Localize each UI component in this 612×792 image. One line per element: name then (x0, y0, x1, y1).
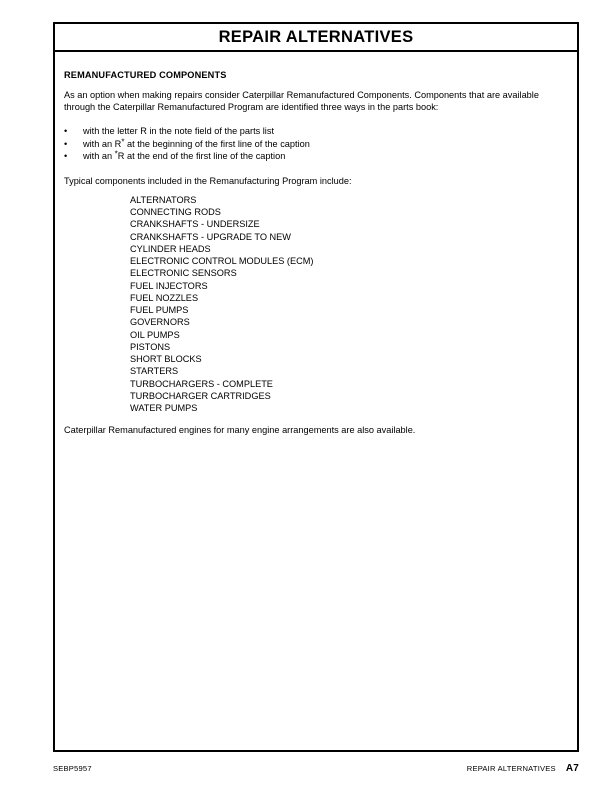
list-item: ELECTRONIC CONTROL MODULES (ECM) (130, 256, 314, 267)
bullet-text-pre: with an (83, 151, 115, 162)
bullet-text-pre: with an R (83, 138, 122, 149)
list-item (64, 150, 572, 162)
list-item: CRANKSHAFTS - UNDERSIZE (130, 219, 260, 230)
list-item (64, 138, 572, 150)
page-content (64, 70, 572, 437)
list-item: ALTERNATORS (130, 194, 197, 205)
identification-bullet-list (64, 125, 572, 162)
intro-paragraph: As an option when making repairs consider Caterpillar Remanufactured Components. Components that are available through the Caterpillar Remanufactured Program are identified three ways in the parts book: (64, 90, 539, 113)
list-item: ELECTRONIC SENSORS (130, 268, 237, 279)
remanufactured-components-list (64, 194, 572, 415)
list-item: CONNECTING RODS (130, 207, 221, 218)
footer-page-number: A7 (565, 762, 579, 774)
bullet-icon: • (64, 151, 68, 162)
bullet-text-pre: with the letter R in the note field of the parts list (83, 126, 274, 137)
bullet-text-post: at the beginning of the first line of the caption (124, 138, 310, 149)
list-item: SHORT BLOCKS (130, 354, 202, 365)
page-footer (53, 761, 579, 775)
asterisk-mark: * (121, 137, 125, 147)
closing-paragraph: Caterpillar Remanufactured engines for many engine arrangements are also available. (64, 425, 416, 436)
footer-section-title: REPAIR ALTERNATIVES (466, 763, 556, 773)
bullet-icon: • (64, 138, 68, 149)
list-item: TURBOCHARGER CARTRIDGES (130, 390, 271, 401)
list-item: STARTERS (130, 366, 179, 377)
asterisk-mark: * (114, 149, 118, 159)
footer-right-group (467, 763, 579, 774)
list-item: WATER PUMPS (130, 403, 198, 414)
page-border-frame (53, 22, 579, 752)
list-item: GOVERNORS (130, 317, 190, 328)
components-list-lead-in: Typical components included in the Remanufacturing Program include: (64, 175, 352, 186)
page-header-band (55, 24, 577, 52)
list-item: PISTONS (130, 341, 171, 352)
list-item: FUEL INJECTORS (130, 280, 208, 291)
list-item: TURBOCHARGERS - COMPLETE (130, 378, 273, 389)
section-heading: REMANUFACTURED COMPONENTS (64, 70, 227, 80)
page-title: REPAIR ALTERNATIVES (218, 27, 414, 46)
list-item: CYLINDER HEADS (130, 243, 211, 254)
list-item: FUEL PUMPS (130, 305, 189, 316)
list-item: FUEL NOZZLES (130, 292, 199, 303)
list-item (64, 125, 572, 137)
bullet-text-post: R at the end of the first line of the caption (117, 151, 286, 162)
bullet-icon: • (64, 126, 68, 137)
list-item: OIL PUMPS (130, 329, 180, 340)
list-item: CRANKSHAFTS - UPGRADE TO NEW (130, 231, 291, 242)
footer-document-number: SEBP5957 (53, 763, 92, 773)
